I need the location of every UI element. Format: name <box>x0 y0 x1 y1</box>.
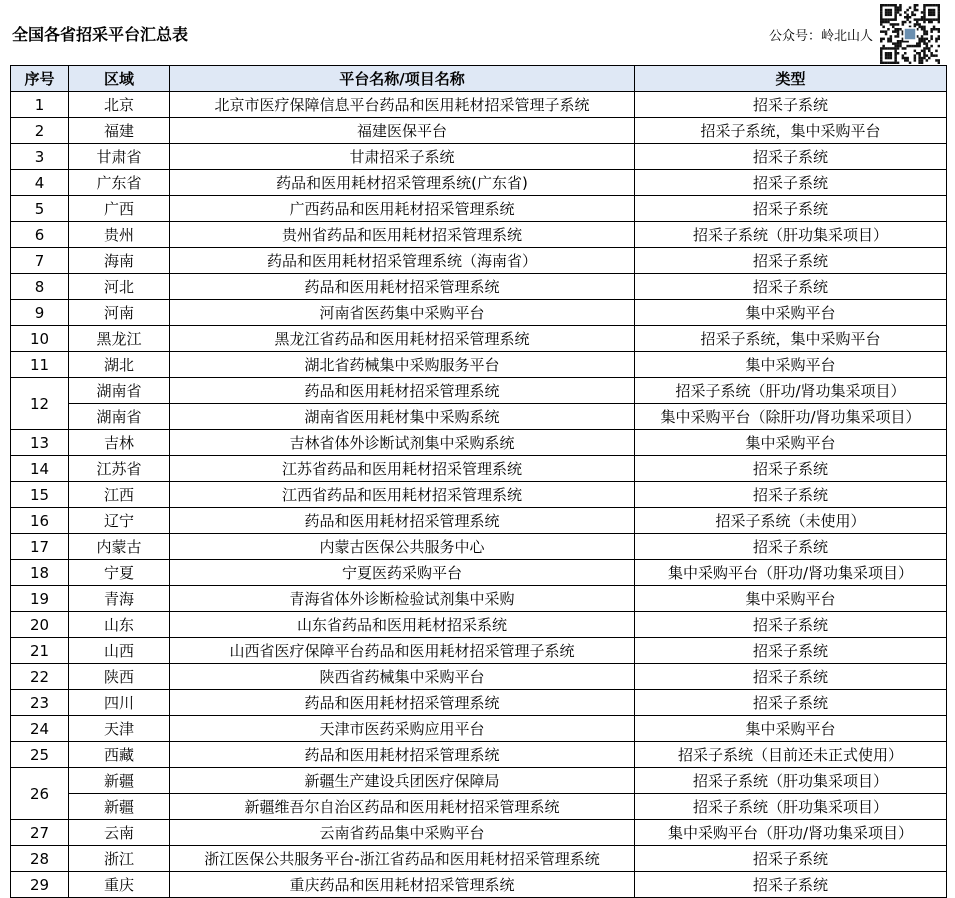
cell-region: 重庆 <box>69 872 170 898</box>
cell-platform: 黑龙江省药品和医用耗材招采管理系统 <box>170 326 635 352</box>
table-row <box>11 794 947 820</box>
cell-region: 西藏 <box>69 742 170 768</box>
cell-type: 招采子系统（肝功集采项目） <box>635 768 947 794</box>
cell-region: 吉林 <box>69 430 170 456</box>
cell-type: 招采子系统（未使用） <box>635 508 947 534</box>
cell-type: 招采子系统 <box>635 482 947 508</box>
cell-platform: 福建医保平台 <box>170 118 635 144</box>
cell-no: 16 <box>11 508 69 534</box>
cell-region: 辽宁 <box>69 508 170 534</box>
cell-no: 18 <box>11 560 69 586</box>
cell-type: 招采子系统，集中采购平台 <box>635 118 947 144</box>
cell-region: 河南 <box>69 300 170 326</box>
cell-platform: 浙江医保公共服务平台-浙江省药品和医用耗材招采管理系统 <box>170 846 635 872</box>
column-header-no: 序号 <box>11 66 69 92</box>
cell-no: 14 <box>11 456 69 482</box>
table-row <box>11 430 947 456</box>
cell-platform: 云南省药品集中采购平台 <box>170 820 635 846</box>
cell-region: 新疆 <box>69 768 170 794</box>
cell-no: 12 <box>11 378 69 430</box>
column-header-region: 区域 <box>69 66 170 92</box>
cell-platform: 重庆药品和医用耗材招采管理系统 <box>170 872 635 898</box>
cell-type: 招采子系统 <box>635 196 947 222</box>
cell-platform: 陕西省药械集中采购平台 <box>170 664 635 690</box>
cell-platform: 青海省体外诊断检验试剂集中采购 <box>170 586 635 612</box>
cell-platform: 药品和医用耗材招采管理系统 <box>170 742 635 768</box>
cell-no: 17 <box>11 534 69 560</box>
cell-region: 山东 <box>69 612 170 638</box>
cell-no: 19 <box>11 586 69 612</box>
cell-region: 新疆 <box>69 794 170 820</box>
table-row <box>11 872 947 898</box>
cell-no: 11 <box>11 352 69 378</box>
cell-platform: 宁夏医药采购平台 <box>170 560 635 586</box>
cell-region: 浙江 <box>69 846 170 872</box>
cell-type: 招采子系统 <box>635 638 947 664</box>
cell-type: 招采子系统（目前还未正式使用） <box>635 742 947 768</box>
cell-type: 招采子系统 <box>635 664 947 690</box>
cell-region: 河北 <box>69 274 170 300</box>
cell-platform: 药品和医用耗材招采管理系统 <box>170 508 635 534</box>
cell-region: 福建 <box>69 118 170 144</box>
cell-region: 广西 <box>69 196 170 222</box>
cell-type: 招采子系统 <box>635 534 947 560</box>
table-row <box>11 404 947 430</box>
cell-no: 28 <box>11 846 69 872</box>
cell-region: 贵州 <box>69 222 170 248</box>
cell-no: 29 <box>11 872 69 898</box>
cell-no: 9 <box>11 300 69 326</box>
cell-platform: 江苏省药品和医用耗材招采管理系统 <box>170 456 635 482</box>
cell-platform: 内蒙古医保公共服务中心 <box>170 534 635 560</box>
table-row <box>11 248 947 274</box>
cell-type: 集中采购平台 <box>635 716 947 742</box>
cell-type: 招采子系统（肝功集采项目） <box>635 794 947 820</box>
cell-type: 招采子系统（肝功/肾功集采项目） <box>635 378 947 404</box>
cell-region: 青海 <box>69 586 170 612</box>
column-header-type: 类型 <box>635 66 947 92</box>
cell-platform: 贵州省药品和医用耗材招采管理系统 <box>170 222 635 248</box>
cell-type: 招采子系统 <box>635 456 947 482</box>
cell-platform: 湖南省医用耗材集中采购系统 <box>170 404 635 430</box>
cell-region: 湖北 <box>69 352 170 378</box>
cell-region: 天津 <box>69 716 170 742</box>
cell-region: 山西 <box>69 638 170 664</box>
cell-platform: 药品和医用耗材招采管理系统 <box>170 274 635 300</box>
cell-no: 6 <box>11 222 69 248</box>
cell-type: 集中采购平台（肝功/肾功集采项目） <box>635 560 947 586</box>
cell-platform: 湖北省药械集中采购服务平台 <box>170 352 635 378</box>
cell-no: 5 <box>11 196 69 222</box>
table-row <box>11 118 947 144</box>
table-row <box>11 586 947 612</box>
cell-type: 集中采购平台 <box>635 430 947 456</box>
table-row <box>11 716 947 742</box>
table-row <box>11 456 947 482</box>
table-row <box>11 222 947 248</box>
table-row <box>11 534 947 560</box>
cell-type: 招采子系统 <box>635 248 947 274</box>
cell-region: 海南 <box>69 248 170 274</box>
cell-platform: 药品和医用耗材招采管理系统(广东省) <box>170 170 635 196</box>
cell-no: 22 <box>11 664 69 690</box>
table-row <box>11 92 947 118</box>
cell-region: 江西 <box>69 482 170 508</box>
cell-type: 招采子系统，集中采购平台 <box>635 326 947 352</box>
cell-no: 2 <box>11 118 69 144</box>
cell-no: 7 <box>11 248 69 274</box>
cell-no: 26 <box>11 768 69 820</box>
table-row <box>11 352 947 378</box>
platform-table <box>10 65 947 898</box>
cell-region: 湖南省 <box>69 404 170 430</box>
qr-code-icon <box>880 4 940 64</box>
cell-type: 集中采购平台 <box>635 352 947 378</box>
cell-no: 1 <box>11 92 69 118</box>
cell-platform: 甘肃招采子系统 <box>170 144 635 170</box>
table-header-row <box>11 66 947 92</box>
table-row <box>11 560 947 586</box>
table-row <box>11 196 947 222</box>
table-row <box>11 170 947 196</box>
cell-type: 集中采购平台（肝功/肾功集采项目） <box>635 820 947 846</box>
cell-type: 招采子系统 <box>635 690 947 716</box>
account-label: 公众号：岭北山人 <box>768 29 873 44</box>
cell-platform: 江西省药品和医用耗材招采管理系统 <box>170 482 635 508</box>
cell-type: 招采子系统（肝功集采项目） <box>635 222 947 248</box>
cell-no: 20 <box>11 612 69 638</box>
cell-region: 湖南省 <box>69 378 170 404</box>
cell-type: 招采子系统 <box>635 846 947 872</box>
cell-platform: 新疆维吾尔自治区药品和医用耗材招采管理系统 <box>170 794 635 820</box>
table-row <box>11 300 947 326</box>
cell-no: 8 <box>11 274 69 300</box>
table-row <box>11 742 947 768</box>
table-row <box>11 508 947 534</box>
cell-region: 陕西 <box>69 664 170 690</box>
page-title: 全国各省招采平台汇总表 <box>12 25 189 44</box>
cell-platform: 药品和医用耗材招采管理系统 <box>170 378 635 404</box>
table-row <box>11 846 947 872</box>
cell-region: 江苏省 <box>69 456 170 482</box>
cell-no: 15 <box>11 482 69 508</box>
table-row <box>11 378 947 404</box>
cell-type: 招采子系统 <box>635 92 947 118</box>
cell-region: 内蒙古 <box>69 534 170 560</box>
cell-platform: 天津市医药采购应用平台 <box>170 716 635 742</box>
cell-type: 招采子系统 <box>635 274 947 300</box>
cell-region: 四川 <box>69 690 170 716</box>
cell-no: 27 <box>11 820 69 846</box>
cell-platform: 吉林省体外诊断试剂集中采购系统 <box>170 430 635 456</box>
cell-no: 23 <box>11 690 69 716</box>
cell-platform: 山西省医疗保障平台药品和医用耗材招采管理子系统 <box>170 638 635 664</box>
cell-no: 24 <box>11 716 69 742</box>
cell-no: 13 <box>11 430 69 456</box>
cell-region: 北京 <box>69 92 170 118</box>
column-header-platform: 平台名称/项目名称 <box>170 66 635 92</box>
cell-type: 招采子系统 <box>635 612 947 638</box>
cell-region: 云南 <box>69 820 170 846</box>
cell-region: 甘肃省 <box>69 144 170 170</box>
cell-platform: 药品和医用耗材招采管理系统 <box>170 690 635 716</box>
cell-platform: 北京市医疗保障信息平台药品和医用耗材招采管理子系统 <box>170 92 635 118</box>
cell-type: 集中采购平台 <box>635 586 947 612</box>
cell-type: 招采子系统 <box>635 872 947 898</box>
cell-type: 招采子系统 <box>635 170 947 196</box>
table-row <box>11 274 947 300</box>
cell-region: 宁夏 <box>69 560 170 586</box>
cell-type: 集中采购平台 <box>635 300 947 326</box>
cell-type: 招采子系统 <box>635 144 947 170</box>
table-row <box>11 638 947 664</box>
cell-no: 10 <box>11 326 69 352</box>
cell-platform: 河南省医药集中采购平台 <box>170 300 635 326</box>
cell-no: 25 <box>11 742 69 768</box>
table-row <box>11 768 947 794</box>
table-row <box>11 664 947 690</box>
cell-type: 集中采购平台（除肝功/肾功集采项目） <box>635 404 947 430</box>
table-row <box>11 690 947 716</box>
cell-no: 21 <box>11 638 69 664</box>
cell-platform: 新疆生产建设兵团医疗保障局 <box>170 768 635 794</box>
cell-platform: 山东省药品和医用耗材招采系统 <box>170 612 635 638</box>
cell-region: 广东省 <box>69 170 170 196</box>
cell-platform: 广西药品和医用耗材招采管理系统 <box>170 196 635 222</box>
cell-platform: 药品和医用耗材招采管理系统（海南省） <box>170 248 635 274</box>
cell-no: 3 <box>11 144 69 170</box>
cell-no: 4 <box>11 170 69 196</box>
table-row <box>11 144 947 170</box>
table-row <box>11 482 947 508</box>
table-row <box>11 326 947 352</box>
table-row <box>11 820 947 846</box>
cell-region: 黑龙江 <box>69 326 170 352</box>
table-row <box>11 612 947 638</box>
